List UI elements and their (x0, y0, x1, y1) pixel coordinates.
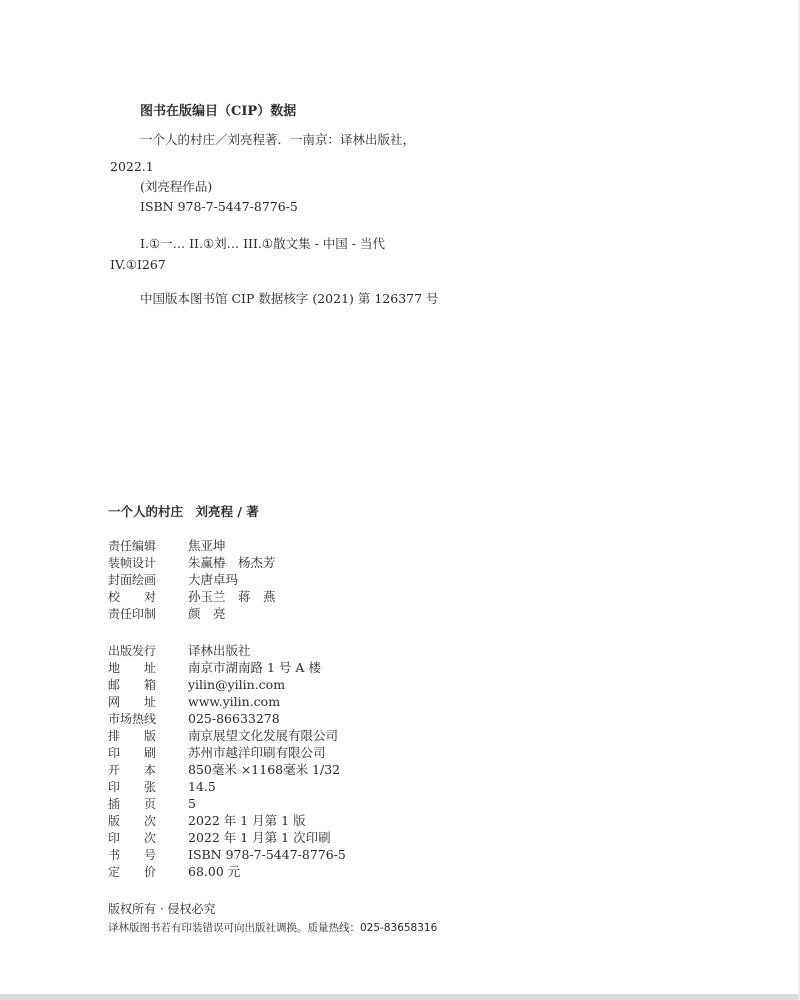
publishing-value: 2022 年 1 月第 1 版 (188, 813, 306, 828)
cip-series: (刘亮程作品) (140, 179, 213, 194)
publishing-label: 开 本 (108, 763, 157, 777)
publishing-row (108, 676, 285, 693)
copyright-notice: 版权所有 · 侵权必究 (108, 902, 216, 916)
publishing-label: 印 刷 (108, 746, 157, 760)
publishing-value: 南京展望文化发展有限公司 (188, 728, 339, 743)
publishing-row (108, 846, 346, 863)
publishing-label: 市场热线 (108, 712, 157, 726)
publishing-label: 印 张 (108, 780, 157, 794)
publishing-row (108, 761, 340, 778)
credit-row (108, 588, 276, 605)
publishing-value: 南京市湖南路 1 号 A 楼 (188, 660, 321, 675)
cip-classification: IV.①I267 (110, 257, 166, 272)
credit-row (108, 537, 226, 554)
credit-value: 颜 亮 (188, 606, 226, 621)
publishing-label: 网 址 (108, 695, 157, 709)
page-bottom-edge (0, 994, 800, 1000)
publishing-row (108, 659, 321, 676)
publishing-value: www.yilin.com (188, 694, 281, 709)
publishing-label: 印 次 (108, 831, 157, 845)
credit-row (108, 571, 238, 588)
credit-row (108, 605, 226, 622)
credit-label: 封面绘画 (108, 573, 157, 587)
publishing-value: 5 (188, 796, 196, 811)
publishing-label: 邮 箱 (108, 678, 157, 692)
cip-heading: 图书在版编目（CIP）数据 (140, 104, 297, 119)
publishing-label: 排 版 (108, 729, 157, 743)
credit-value: 焦亚坤 (188, 538, 226, 553)
cip-classification: I.①一… II.①刘… III.①散文集 - 中国 - 当代 (140, 236, 385, 251)
credit-value: 朱赢椿 杨杰芳 (188, 555, 276, 570)
publishing-label: 地 址 (108, 661, 157, 675)
credit-row (108, 554, 276, 571)
publishing-row (108, 693, 280, 710)
publishing-value: 025-86633278 (188, 711, 280, 726)
credit-label: 责任编辑 (108, 539, 157, 553)
publishing-label: 插 页 (108, 797, 157, 811)
publishing-value: 68.00 元 (188, 864, 241, 879)
publishing-row (108, 642, 251, 659)
publishing-row (108, 863, 240, 880)
publishing-value: ISBN 978-7-5447-8776-5 (188, 847, 346, 862)
publishing-value: 译林出版社 (188, 643, 251, 658)
publishing-label: 版 次 (108, 814, 157, 828)
publishing-row (108, 710, 280, 727)
publishing-row (108, 829, 331, 846)
cip-isbn: ISBN 978-7-5447-8776-5 (140, 199, 298, 214)
cip-line: 2022.1 (110, 159, 154, 174)
publishing-row (108, 744, 326, 761)
book-title-line: 一个人的村庄 刘亮程 / 著 (108, 504, 259, 519)
publishing-label: 定 价 (108, 865, 157, 879)
publishing-label: 出版发行 (108, 644, 157, 658)
credit-label: 装帧设计 (108, 556, 157, 570)
credit-value: 孙玉兰 蒋 燕 (188, 589, 276, 604)
quality-notice: 译林版图书若有印装错误可向出版社调换。质量热线：025-83658316 (108, 922, 438, 934)
publishing-value: 850毫米 ×1168毫米 1/32 (188, 762, 341, 777)
credit-label: 校 对 (108, 590, 157, 604)
publishing-value: 14.5 (188, 779, 216, 794)
credit-label: 责任印制 (108, 607, 157, 621)
credit-value: 大唐卓玛 (188, 572, 239, 587)
publishing-value: 苏州市越洋印刷有限公司 (188, 745, 326, 760)
publishing-value: yilin@yilin.com (188, 677, 286, 692)
publishing-row (108, 812, 306, 829)
publishing-value: 2022 年 1 月第 1 次印刷 (188, 830, 331, 845)
publishing-row (108, 795, 196, 812)
cip-line: 一个人的村庄／刘亮程著．一南京：译林出版社， (140, 132, 416, 147)
cip-record-number: 中国版本图书馆 CIP 数据核字 (2021) 第 126377 号 (140, 291, 439, 306)
publishing-label: 书 号 (108, 848, 157, 862)
publishing-row (108, 727, 338, 744)
publishing-row (108, 778, 216, 795)
